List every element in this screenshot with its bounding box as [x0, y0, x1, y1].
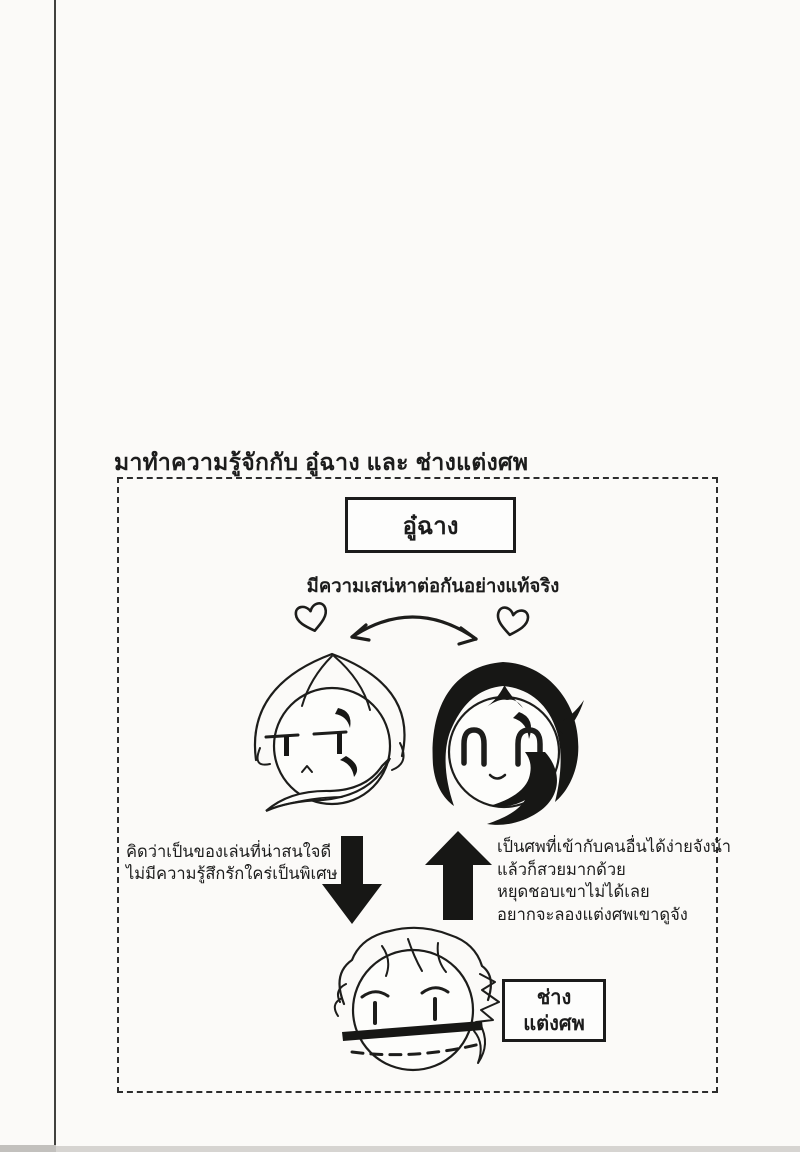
wuchang-label-box: [345, 497, 516, 553]
thought-line: คิดว่าเป็นของเล่นที่น่าสนใจดี: [126, 843, 332, 861]
embalmer-label-line: ช่าง: [536, 986, 572, 1009]
up-arrow-icon: [425, 831, 492, 920]
heart-icon: [490, 602, 533, 642]
wuchang-label: อู๋ฉาง: [402, 512, 459, 540]
black-wuchang-illustration: [427, 660, 587, 830]
embalmer-thought: [497, 836, 731, 926]
embalmer-label-line: แต่งศพ: [523, 1012, 585, 1035]
embalmer-illustration: [330, 924, 502, 1086]
thought-line: เป็นศพที่เข้ากับคนอื่นได้ง่ายจังน้า: [497, 838, 732, 856]
page-bottom-edge: [0, 1146, 800, 1152]
embalmer-label-box: [502, 979, 606, 1042]
page-bottom-edge-corner: [0, 1145, 56, 1152]
white-wuchang-thought: [126, 841, 338, 885]
thought-line: หยุดชอบเขาไม่ได้เลย: [497, 883, 650, 901]
thought-line: แล้วก็สวยมากด้วย: [497, 860, 626, 879]
curved-double-arrow-icon: [344, 596, 484, 650]
thought-line: ไม่มีความรู้สึกรักใคร่เป็นพิเศษ: [126, 865, 338, 883]
thought-line: อยากจะลองแต่งศพเขาดูจัง: [497, 905, 688, 924]
mutual-affection-caption: มีความเสน่หาต่อกันอย่างแท้จริง: [306, 575, 560, 596]
page-fold-line: [54, 0, 56, 1147]
heart-icon: [290, 596, 335, 639]
white-wuchang-illustration: [250, 648, 425, 823]
page-title: มาทำความรู้จักกับ อู๋ฉาง และ ช่างแต่งศพ: [114, 449, 529, 476]
